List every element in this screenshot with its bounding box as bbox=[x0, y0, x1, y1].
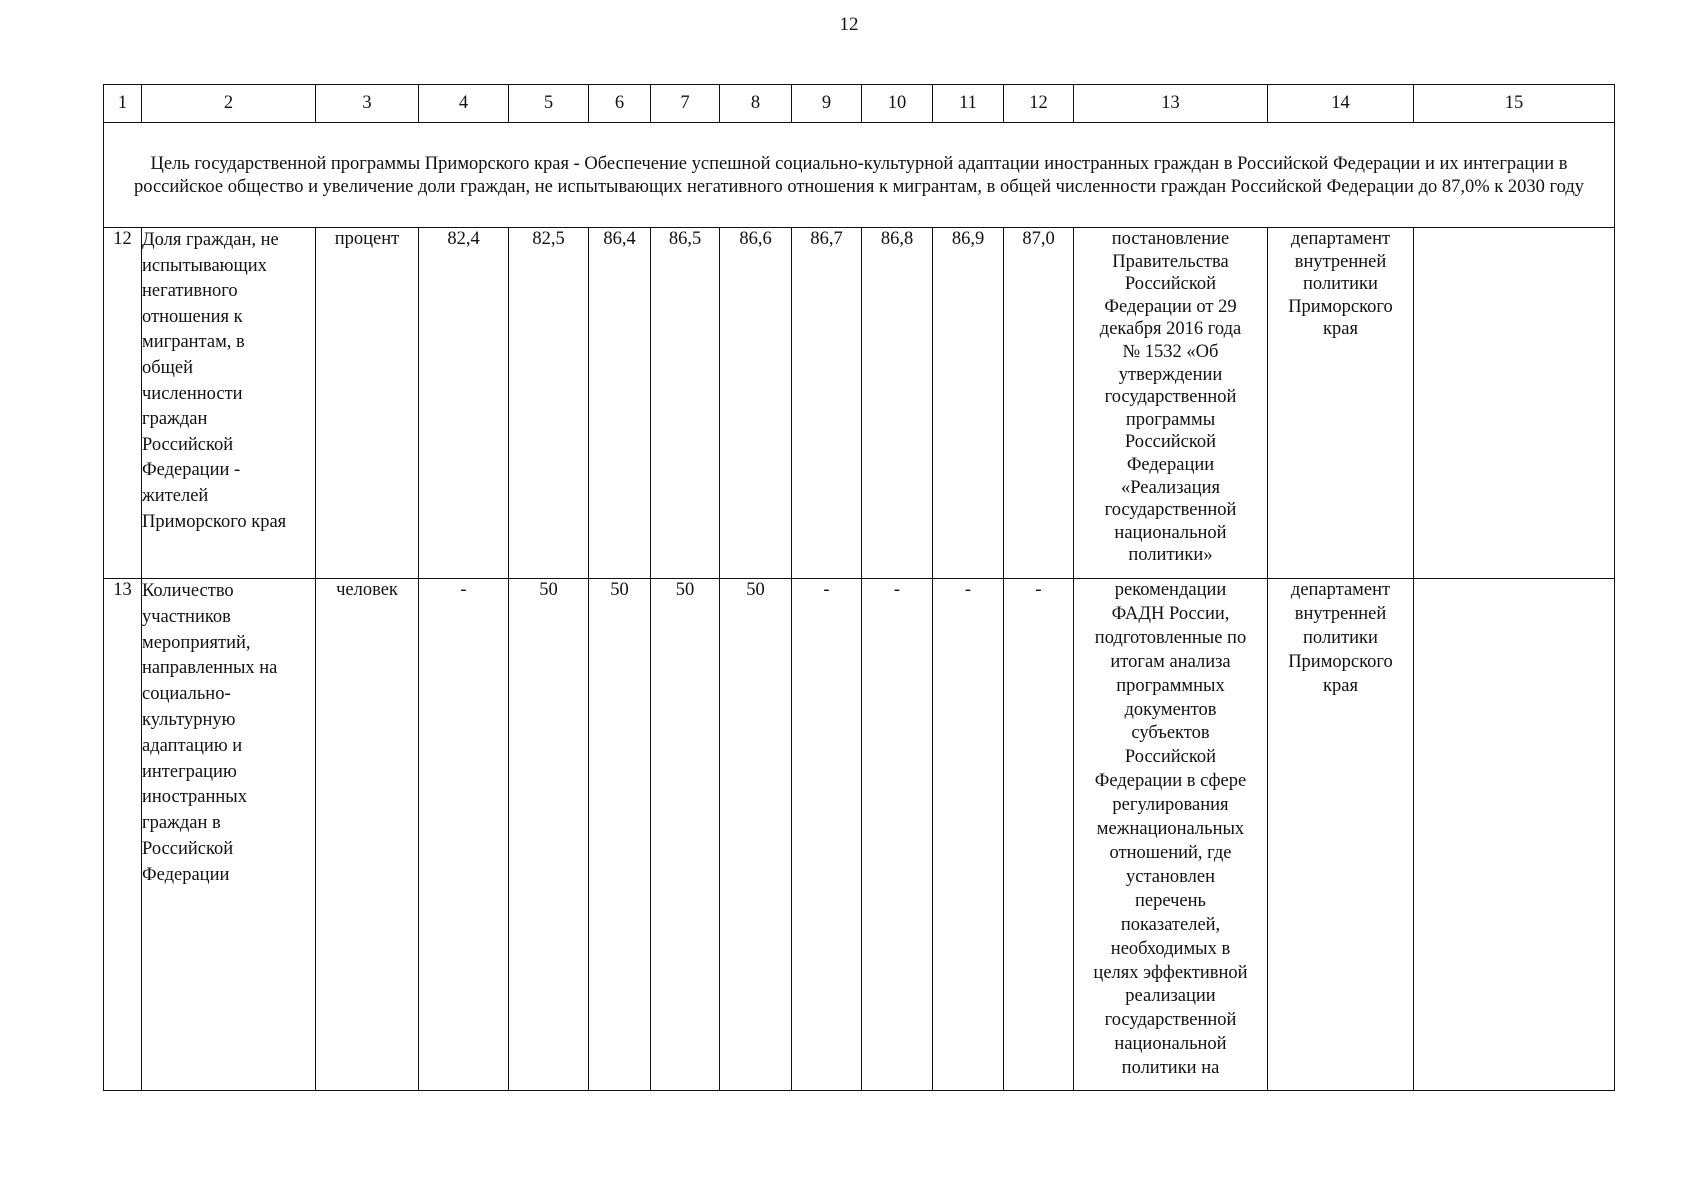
column-header: 14 bbox=[1268, 85, 1414, 123]
unit-cell: процент bbox=[316, 228, 419, 579]
column-header: 2 bbox=[142, 85, 316, 123]
value-cell: 86,9 bbox=[933, 228, 1004, 579]
note-cell bbox=[1414, 579, 1615, 1091]
column-header: 3 bbox=[316, 85, 419, 123]
value-cell: 86,6 bbox=[720, 228, 792, 579]
page-number: 12 bbox=[839, 14, 859, 35]
value-cell: 87,0 bbox=[1004, 228, 1074, 579]
row-number: 13 bbox=[104, 579, 142, 1091]
value-cell: 86,7 bbox=[792, 228, 862, 579]
responsible-cell: департамент внутренней политики Приморского края bbox=[1268, 579, 1414, 1091]
value-cell: 50 bbox=[589, 579, 651, 1091]
table-row bbox=[104, 228, 1615, 579]
responsible-cell: департамент внутренней политики Приморского края bbox=[1268, 228, 1414, 579]
value-cell: - bbox=[792, 579, 862, 1091]
column-header: 9 bbox=[792, 85, 862, 123]
unit-cell: человек bbox=[316, 579, 419, 1091]
value-cell: 82,5 bbox=[509, 228, 589, 579]
program-goal-row bbox=[104, 123, 1615, 228]
column-header: 7 bbox=[651, 85, 720, 123]
column-header: 12 bbox=[1004, 85, 1074, 123]
column-header: 8 bbox=[720, 85, 792, 123]
value-cell: - bbox=[419, 579, 509, 1091]
column-header: 1 bbox=[104, 85, 142, 123]
value-cell: 50 bbox=[720, 579, 792, 1091]
value-cell: 86,5 bbox=[651, 228, 720, 579]
table-row bbox=[104, 579, 1615, 1091]
value-cell: - bbox=[933, 579, 1004, 1091]
column-header: 10 bbox=[862, 85, 933, 123]
column-header: 13 bbox=[1074, 85, 1268, 123]
value-cell: 86,8 bbox=[862, 228, 933, 579]
column-header: 4 bbox=[419, 85, 509, 123]
value-cell: 50 bbox=[509, 579, 589, 1091]
source-document-cell: рекомендации ФАДН России, подготовленные по итогам анализа программных документов субъектов Российской Федерации в сфере регулирования межнациональных отношений, где установлен перечень показателей, необходимых в целях эффективной реализации государственной национальной политики на bbox=[1074, 579, 1268, 1091]
value-cell: 50 bbox=[651, 579, 720, 1091]
source-document-cell: постановление Правительства Российской Федерации от 29 декабря 2016 года № 1532 «Об утверждении государственной программы Российской Федерации «Реализация государственной национальной политики» bbox=[1074, 228, 1268, 579]
row-number: 12 bbox=[104, 228, 142, 579]
note-cell bbox=[1414, 228, 1615, 579]
value-cell: - bbox=[862, 579, 933, 1091]
column-header: 6 bbox=[589, 85, 651, 123]
indicator-name: Доля граждан, не испытывающих негативного отношения к мигрантам, в общей численности граждан Российской Федерации - жителей Приморского края bbox=[142, 228, 316, 579]
value-cell: 86,4 bbox=[589, 228, 651, 579]
column-header: 15 bbox=[1414, 85, 1615, 123]
column-header: 5 bbox=[509, 85, 589, 123]
column-number-row bbox=[104, 85, 1615, 123]
indicator-name: Количество участников мероприятий, направленных на социально- культурную адаптацию и интеграцию иностранных граждан в Российской Федерации bbox=[142, 579, 316, 1091]
program-goal-text: Цель государственной программы Приморского края - Обеспечение успешной социально-культурной адаптации иностранных граждан в Российской Федерации и их интеграции в российское общество и увеличение доли граждан, не испытывающих негативного отношения к мигрантам, в общей численности граждан Российской Федерации до 87,0% к 2030 году bbox=[104, 123, 1615, 228]
value-cell: - bbox=[1004, 579, 1074, 1091]
indicators-table bbox=[103, 84, 1615, 1091]
column-header: 11 bbox=[933, 85, 1004, 123]
value-cell: 82,4 bbox=[419, 228, 509, 579]
